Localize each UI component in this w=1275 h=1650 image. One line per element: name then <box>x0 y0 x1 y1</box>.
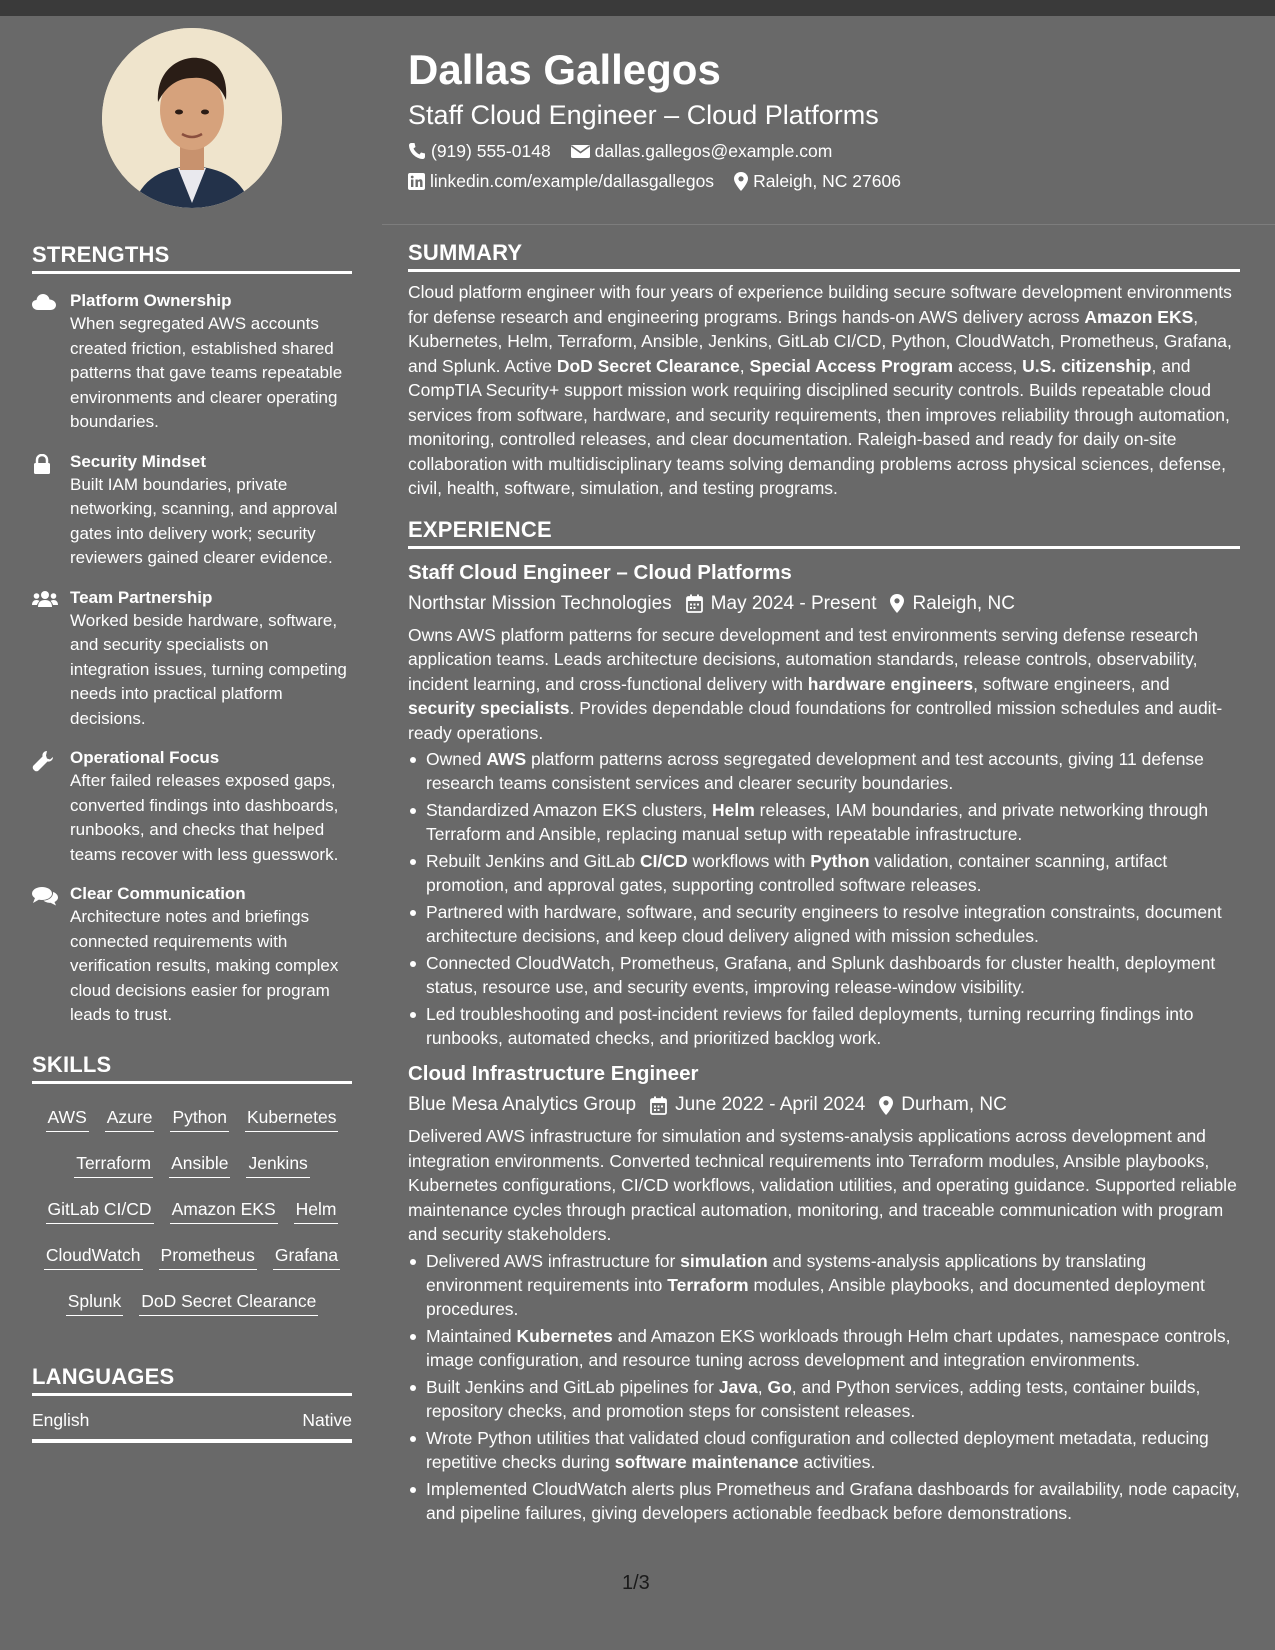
envelope-icon <box>571 144 590 159</box>
phone-icon <box>408 142 426 160</box>
list-item: Led troubleshooting and post-incident reviews for failed deployments, turning recurring findings into runbooks, automated checks, and prioritized backlog work. <box>408 1002 1240 1050</box>
job-location-text: Raleigh, NC <box>912 592 1015 614</box>
summary-section <box>408 240 1240 501</box>
users-icon <box>32 587 70 732</box>
strength-item <box>32 587 352 732</box>
strength-heading: Team Partnership <box>70 587 213 607</box>
job-bullets <box>408 747 1240 1050</box>
list-item: Owned AWS platform patterns across segregated development and test accounts, giving 11 defense research teams consistent services and clearer security boundaries. <box>408 747 1240 795</box>
language-row <box>32 1410 352 1443</box>
calendar-icon <box>686 594 703 613</box>
strength-text: Built IAM boundaries, private networking, scanning, and approval gates into delivery work; security reviewers gained clearer evidence. <box>70 474 338 567</box>
sidebar <box>32 28 352 1443</box>
linkedin-icon <box>408 173 425 190</box>
list-item: Rebuilt Jenkins and GitLab CI/CD workflows with Python validation, container scanning, artifact promotion, and approval gates, supporting controlled software releases. <box>408 849 1240 897</box>
contact-row-1 <box>408 140 1240 162</box>
skill-tag: GitLab CI/CD <box>46 1194 154 1224</box>
map-pin-icon <box>890 594 904 613</box>
strength-item <box>32 290 352 435</box>
job-entry <box>408 559 1240 1051</box>
avatar <box>102 28 282 208</box>
job-meta <box>408 591 1240 617</box>
skill-tag: DoD Secret Clearance <box>139 1286 318 1316</box>
avatar-portrait-icon <box>102 28 282 208</box>
header-divider <box>382 224 1275 225</box>
job-company: Blue Mesa Analytics Group <box>408 1094 637 1115</box>
job-role: Cloud Infrastructure Engineer <box>408 1062 699 1085</box>
strength-heading: Clear Communication <box>70 884 246 903</box>
job-location <box>890 591 1014 617</box>
job-bullets <box>408 1249 1240 1525</box>
location-text: Raleigh, NC 27606 <box>753 171 901 191</box>
email-text: dallas.gallegos@example.com <box>594 141 833 161</box>
header <box>408 0 1240 192</box>
skill-tag: Jenkins <box>246 1148 309 1178</box>
lock-icon <box>32 451 70 571</box>
strength-item <box>32 883 352 1028</box>
chat-icon <box>32 883 70 1028</box>
skill-tag: Helm <box>294 1194 339 1224</box>
list-item: Implemented CloudWatch alerts plus Prometheus and Grafana dashboards for availability, node capacity, and pipeline failures, giving developers actionable feedback before demonstrations. <box>408 1477 1240 1525</box>
job-title: Staff Cloud Engineer – Cloud Platforms <box>408 100 879 130</box>
linkedin-contact[interactable] <box>408 170 714 192</box>
job-company: Northstar Mission Technologies <box>408 592 672 614</box>
skill-tag: Azure <box>105 1102 155 1132</box>
strength-text: Worked beside hardware, software, and security specialists on integration issues, turning competing needs into practical platform decisions. <box>70 610 347 728</box>
map-pin-icon <box>879 1096 893 1115</box>
job-location-text: Durham, NC <box>901 1094 1007 1115</box>
phone-contact[interactable] <box>408 140 551 162</box>
summary-text: Cloud platform engineer with four years of experience building secure software development environments for defense research and engineering programs. Brings hands-on AWS delivery across Amazon EKS, Kubernetes, Helm, Terraform, Ansible, Jenkins, GitLab CI/CD, Python, CloudWatch, Prometheus, Grafana, and Splunk. Active DoD Secret Clearance, Special Access Program access, U.S. citizenship, and CompTIA Security+ support mission work requiring disciplined security controls. Builds repeatable cloud services from software, hardware, and security requirements, then improves reliability through automation, monitoring, controlled releases, and clear documentation. Raleigh-based and ready for daily on-site collaboration with multidisciplinary teams solving demanding problems across physical sciences, defense, civil, health, software, simulation, and testing programs. <box>408 282 1232 498</box>
skills-section <box>32 1052 352 1324</box>
skill-tag: Python <box>170 1102 228 1132</box>
cloud-icon <box>32 290 70 435</box>
strength-item <box>32 747 352 867</box>
map-pin-icon <box>734 172 748 191</box>
skill-tag: Amazon EKS <box>170 1194 278 1224</box>
list-item: Connected CloudWatch, Prometheus, Grafana, and Splunk dashboards for cluster health, deployment status, resource use, and security events, improving release-window visibility. <box>408 951 1240 999</box>
skill-tag: Grafana <box>273 1240 340 1270</box>
skills-title: SKILLS <box>32 1052 352 1084</box>
calendar-icon <box>650 1096 667 1115</box>
languages-title: LANGUAGES <box>32 1364 352 1396</box>
language-name: English <box>32 1409 90 1430</box>
skills-list <box>32 1094 352 1324</box>
phone-text: (919) 555-0148 <box>431 141 551 161</box>
experience-section <box>408 517 1240 1525</box>
list-item: Maintained Kubernetes and Amazon EKS workloads through Helm chart updates, namespace controls, image configuration, and resource tuning across development and integration environments. <box>408 1324 1240 1372</box>
location-contact <box>734 170 901 192</box>
list-item: Standardized Amazon EKS clusters, Helm releases, IAM boundaries, and private networking through Terraform and Ansible, replacing manual setup with repeatable infrastructure. <box>408 798 1240 846</box>
job-summary: Owns AWS platform patterns for secure development and test environments serving defense research application teams. Leads architecture decisions, automation standards, release controls, observability, incident learning, and cross-functional delivery with hardware engineers, software engineers, and security specialists. Provides dependable cloud foundations for controlled mission schedules and audit-ready operations. <box>408 624 1223 743</box>
person-name: Dallas Gallegos <box>408 46 721 93</box>
strength-text: After failed releases exposed gaps, converted findings into dashboards, runbooks, and checks that helped teams recover with less guesswork. <box>70 771 339 864</box>
strengths-section <box>32 242 352 1028</box>
skill-tag: Kubernetes <box>245 1102 339 1132</box>
job-dates <box>650 1092 865 1118</box>
languages-section <box>32 1364 352 1443</box>
strengths-title: STRENGTHS <box>32 242 352 274</box>
skill-tag: Splunk <box>66 1286 124 1316</box>
skill-tag: Ansible <box>169 1148 230 1178</box>
contact-row-2 <box>408 170 1240 192</box>
list-item: Partnered with hardware, software, and security engineers to resolve integration constraints, document architecture decisions, and keep cloud delivery aligned with mission schedules. <box>408 900 1240 948</box>
job-entry <box>408 1060 1240 1525</box>
skill-tag: AWS <box>46 1102 89 1132</box>
strength-text: When segregated AWS accounts created friction, established shared patterns that gave teams repeatable environments and clearer operating boundaries. <box>70 314 343 431</box>
job-location <box>879 1092 1007 1118</box>
job-dates-text: May 2024 - Present <box>710 592 877 614</box>
strength-heading: Operational Focus <box>70 748 220 767</box>
experience-title: EXPERIENCE <box>408 517 1240 549</box>
job-dates <box>686 591 877 617</box>
job-dates-text: June 2022 - April 2024 <box>675 1094 866 1115</box>
list-item: Delivered AWS infrastructure for simulation and systems-analysis applications by translating environment requirements into Terraform modules, Ansible playbooks, and documented deployment procedures. <box>408 1249 1240 1321</box>
skill-tag: Terraform <box>74 1148 153 1178</box>
job-meta <box>408 1092 1240 1118</box>
job-summary: Delivered AWS infrastructure for simulation and systems-analysis applications across development and integration environments. Converted technical requirements into Terraform modules, Ansible playbooks, Kubernetes configurations, CI/CD workflows, validation utilities, and operating guidance. Supported reliable maintenance cycles through practical automation, monitoring, and traceable communication with program and security stakeholders. <box>408 1126 1237 1244</box>
job-role: Staff Cloud Engineer – Cloud Platforms <box>408 560 792 584</box>
list-item: Built Jenkins and GitLab pipelines for Java, Go, and Python services, adding tests, container builds, repository checks, and promotion steps for consistent releases. <box>408 1375 1240 1423</box>
page-number: 1/3 <box>622 1572 650 1594</box>
list-item: Wrote Python utilities that validated cloud configuration and collected deployment metadata, reducing repetitive checks during software maintenance activities. <box>408 1426 1240 1474</box>
skill-tag: Prometheus <box>159 1240 257 1270</box>
language-level: Native <box>302 1409 352 1430</box>
skill-tag: CloudWatch <box>44 1240 143 1270</box>
email-contact[interactable] <box>571 140 833 162</box>
linkedin-text: linkedin.com/example/dallasgallegos <box>430 171 715 191</box>
strength-heading: Security Mindset <box>70 451 207 471</box>
strength-item <box>32 451 352 571</box>
wrench-icon <box>32 747 70 867</box>
strength-text: Architecture notes and briefings connected requirements with verification results, making complex cloud decisions easier for program leads to trust. <box>70 907 339 1024</box>
strength-heading: Platform Ownership <box>70 291 232 310</box>
summary-title: SUMMARY <box>408 240 1240 272</box>
main-content <box>408 240 1240 1528</box>
